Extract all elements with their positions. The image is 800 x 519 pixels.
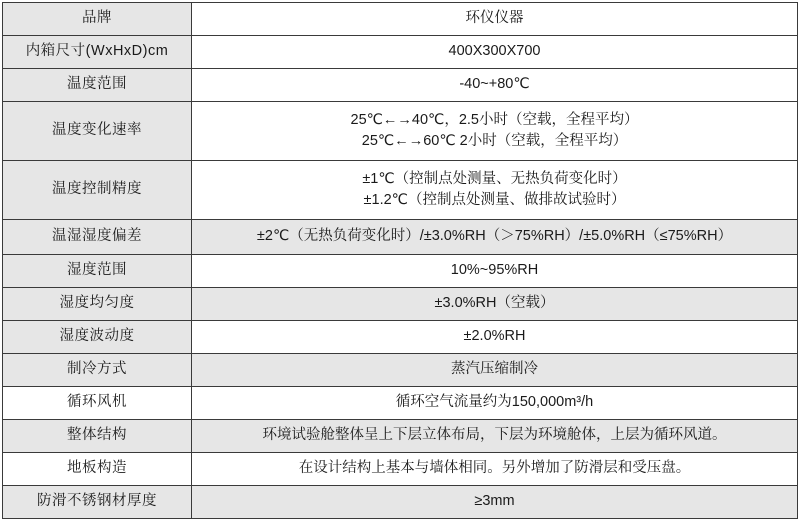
table-row xyxy=(3,36,798,69)
row-label: 湿度均匀度 xyxy=(3,288,192,321)
row-label: 温度变化速率 xyxy=(3,102,192,161)
value-line: 蒸汽压缩制冷 xyxy=(451,361,538,378)
row-value xyxy=(192,420,798,453)
row-label: 湿度波动度 xyxy=(3,321,192,354)
row-label: 品牌 xyxy=(3,3,192,36)
row-value xyxy=(192,102,798,161)
value-line: 10%~95%RH xyxy=(450,262,539,279)
table-row xyxy=(3,486,798,519)
row-label: 湿度范围 xyxy=(3,255,192,288)
row-value xyxy=(192,36,798,69)
table-row xyxy=(3,354,798,387)
value-line: ±2.0%RH xyxy=(463,328,526,345)
value-line: 循环空气流量约为150,000m³/h xyxy=(395,394,594,411)
value-line: 环境试验舱整体呈上下层立体布局，下层为环境舱体，上层为循环风道。 xyxy=(262,427,727,444)
row-label: 温度范围 xyxy=(3,69,192,102)
row-value xyxy=(192,321,798,354)
value-line: ±2℃（无热负荷变化时）/±3.0%RH（＞75%RH）/±5.0%RH（≤75%RH） xyxy=(256,228,733,245)
row-value xyxy=(192,354,798,387)
table-row xyxy=(3,453,798,486)
table-row xyxy=(3,255,798,288)
row-label: 地板构造 xyxy=(3,453,192,486)
row-value xyxy=(192,387,798,420)
table-row xyxy=(3,387,798,420)
table-row xyxy=(3,69,798,102)
value-line: -40~+80℃ xyxy=(459,76,530,93)
table-row xyxy=(3,321,798,354)
row-label: 整体结构 xyxy=(3,420,192,453)
row-value xyxy=(192,453,798,486)
row-value xyxy=(192,486,798,519)
row-label: 内箱尺寸(WxHxD)cm xyxy=(3,36,192,69)
value-line: ±3.0%RH（空载） xyxy=(434,295,555,312)
value-line: ±1.2℃（控制点处测量、做排故试验时） xyxy=(363,192,626,208)
specifications-table xyxy=(2,2,798,519)
row-value xyxy=(192,288,798,321)
row-label: 制冷方式 xyxy=(3,354,192,387)
table-row xyxy=(3,3,798,36)
value-line: 25℃←→60℃ 2小时（空载，全程平均） xyxy=(361,133,628,149)
row-label: 循环风机 xyxy=(3,387,192,420)
value-line: 环仪仪器 xyxy=(465,10,524,27)
row-value xyxy=(192,255,798,288)
value-line: ≥3mm xyxy=(474,493,515,510)
table-row xyxy=(3,102,798,161)
value-line: ±1℃（控制点处测量、无热负荷变化时） xyxy=(362,170,627,187)
row-value xyxy=(192,161,798,220)
table-row xyxy=(3,288,798,321)
value-line: 25℃←→40℃，2.5小时（空载，全程平均） xyxy=(350,111,639,128)
value-line: 400X300X700 xyxy=(448,43,541,60)
table-row xyxy=(3,161,798,220)
row-label: 温湿湿度偏差 xyxy=(3,220,192,255)
value-line: 在设计结构上基本与墙体相同。另外增加了防滑层和受压盘。 xyxy=(298,460,691,477)
row-value xyxy=(192,69,798,102)
row-label: 温度控制精度 xyxy=(3,161,192,220)
row-label: 防滑不锈钢材厚度 xyxy=(3,486,192,519)
table-row xyxy=(3,220,798,255)
table-row xyxy=(3,420,798,453)
row-value xyxy=(192,220,798,255)
row-value xyxy=(192,3,798,36)
